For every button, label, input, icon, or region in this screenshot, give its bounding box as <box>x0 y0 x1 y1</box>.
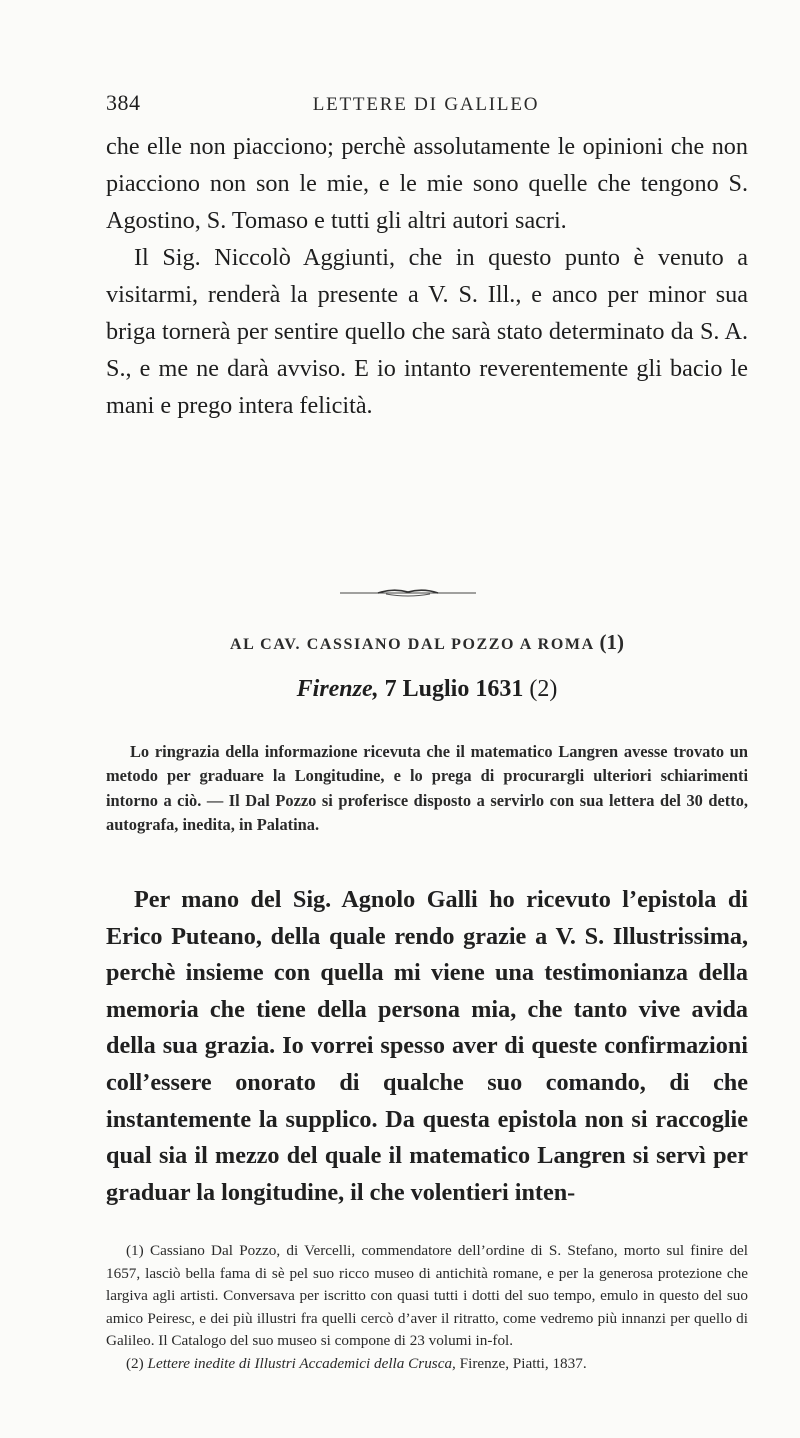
section-divider-ornament <box>338 586 478 598</box>
page-header <box>106 88 746 128</box>
dateline-date: 7 Luglio 1631 <box>384 676 524 702</box>
letter-summary <box>106 740 748 838</box>
summary-text: Lo ringrazia della informazione ricevuta che il matematico Langren avesse trovato un metodo per graduare la Longitudine, e lo prega di procurargli ulteriori schiarimenti intorno a ciò. — Il Dal Pozzo si proferisce disposto a servirlo con sua lettera del 30 detto, autografa, inedita, in Palatina. <box>106 742 748 835</box>
running-head: LETTERE DI GALILEO <box>312 94 540 115</box>
footnote-2-title: Lettere inedite di Illustri Accademici della Crusca, <box>147 1354 456 1372</box>
letter-text: Per mano del Sig. Agnolo Galli ho ricevuto l’epistola di Erico Puteano, della quale rendo grazie a V. S. Illustrissima, perchè insieme con quella mi viene una testimonianza della memoria che tiene della persona mia, che tanto vive avida della sua grazia. Io vorrei spesso aver di queste confirmazioni coll’essere onorato di qualche suo comando, di che instantemente la supplico. Da questa epistola non si raccoglie qual sia il mezzo del quale il matematico Langren si servì per graduar la longitudine, il che volentieri inten- <box>106 886 748 1206</box>
dateline-place: Firenze, <box>296 676 379 702</box>
letter-addressee <box>106 630 748 655</box>
addressee-text: AL CAV. CASSIANO DAL POZZO A ROMA <box>230 636 594 653</box>
letter-body <box>106 882 748 1211</box>
footnotes <box>106 1240 748 1376</box>
paragraph: Il Sig. Niccolò Aggiunti, che in questo punto è venuto a visitarmi, renderà la presente a V. S. Ill., e anco per minor sua briga tornerà per sentire quello che sarà stato determinato da S. A. S., e me ne darà avviso. E io intanto reverentemente gli bacio le mani e prego intera felicità. <box>106 244 748 419</box>
footnote-2-number: (2) <box>126 1354 144 1372</box>
page-number: 384 <box>106 90 141 115</box>
footnote-ref-1[interactable]: (1) <box>599 630 624 654</box>
footnote-1: (1) Cassiano Dal Pozzo, di Vercelli, commendatore dell’ordine di S. Stefano, morto sul finire del 1657, lasciò bella fama di sè pel suo ricco museo di antichità romane, e per la generosa protezione che largiva agli artisti. Conversava per iscritto con quasi tutti i dotti del suo tempo, emulo in questo del suo amico Peiresc, e dei più illustri fra quelli cercò d’aver il ritratto, come vedremo più innanzi per quello di Galileo. Il Catalogo del suo museo si compone di 23 volumi in-fol. <box>106 1242 748 1350</box>
footnote-2 <box>106 1353 748 1376</box>
footnote-2-publisher: Firenze, Piatti, 1837. <box>459 1354 587 1372</box>
paragraph: che elle non piacciono; perchè assolutamente le opinioni che non piacciono non son le mie, e le mie sono quelle che tengono S. Agostino, S. Tomaso e tutti gli altri autori sacri. <box>106 133 748 234</box>
footnote-ref-2[interactable]: (2) <box>529 676 558 702</box>
continued-text <box>106 128 748 424</box>
letter-dateline <box>106 676 748 703</box>
